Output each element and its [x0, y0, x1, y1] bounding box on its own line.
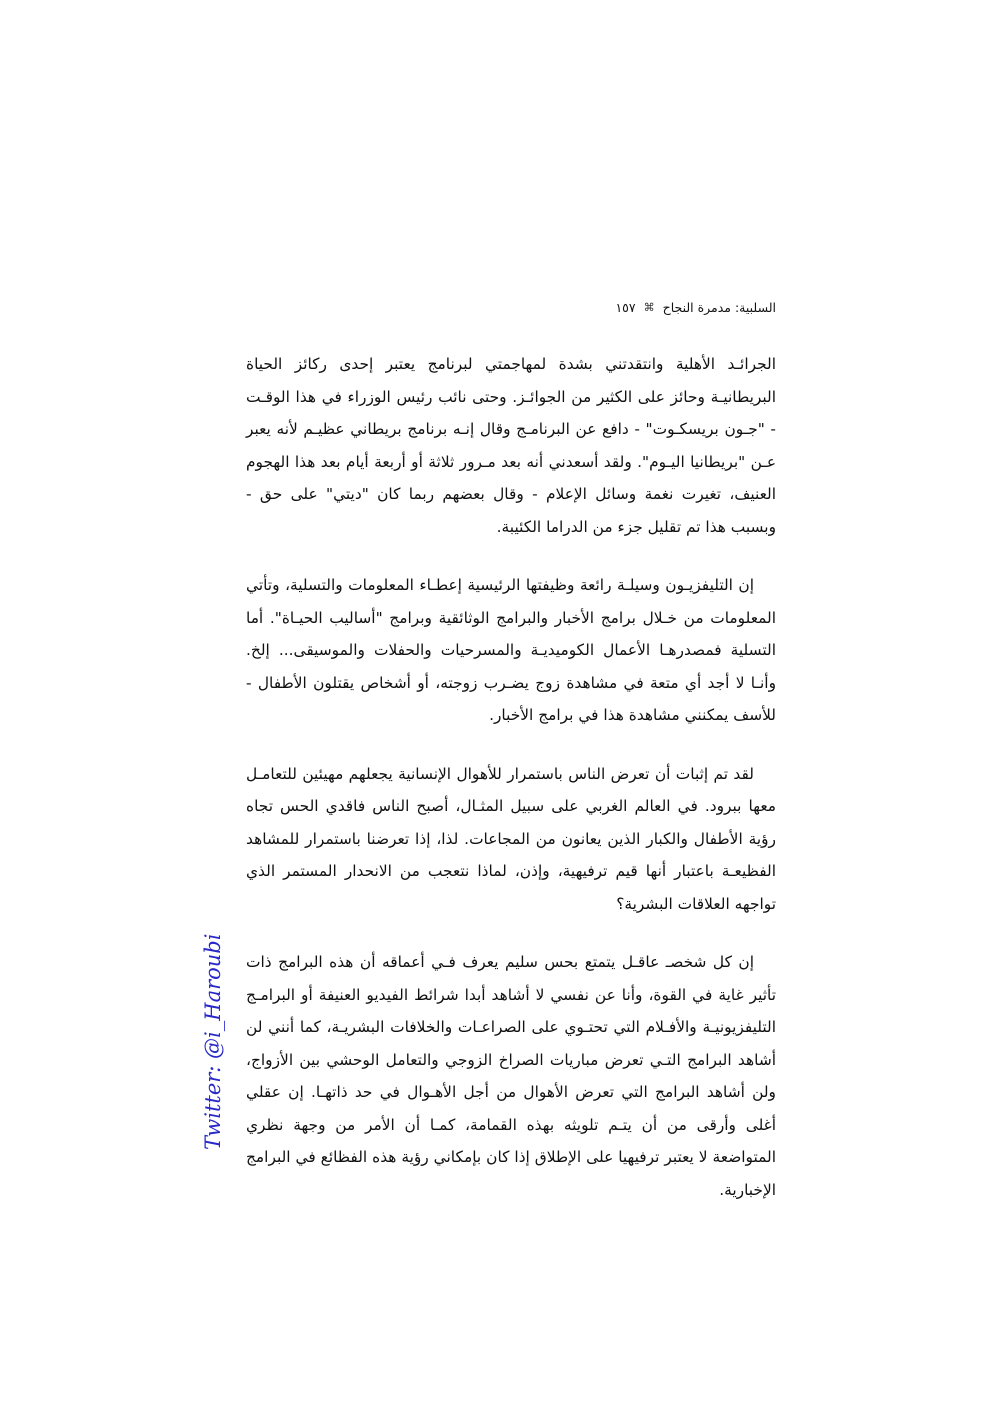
body-text: [246, 348, 776, 1206]
paragraph-1: الجرائـد الأهلية وانتقدتني بشدة لمهاجمتي لبرنامج يعتبر إحدى ركائز الحياة البريطانيـة وحائز على الكثير من الجوائـز. وحتى نائب رئيس الوزراء في هذا الوقـت - "جـون بريسكـوت" - دافع عن البرنامـج وقال إنـه برنامج بريطاني عظيـم لأنه يعبر عـن "بريطانيا اليـوم". ولقد أسعدني أنه بعد مـرور ثلاثة أو أربعة أيام بعد هذا الهجوم العنيف، تغيرت نغمة وسائل الإعلام - وقال بعضهم ربما كان "ديتي" على حق - وبسبب هذا تم تقليل جزء من الدراما الكئيبة.: [246, 355, 776, 536]
paragraph-4: إن كل شخصـ عاقـل يتمتع بحس سليم يعرف فـي أعماقه أن هذه البرامج ذات تأثير غاية في القوة، وأنا عن نفسي لا أشاهد أبدا شرائط الفيديو العنيفة أو البرامـج التليفزيونيـة والأفـلام التي تحتـوي على الصراعـات والخلافات البشريـة، كما أنني لن أشاهد البرامج التـي تعرض مباريات الصراخ الزوجي والتعامل الوحشي بين الأزواج، ولن أشاهد البرامج التي تعرض الأهوال من أجل الأهـوال في حد ذاتهـا. إن عقلي أغلى وأرقى من أن يتـم تلويثه بهذه القمامة، كمـا أن الأمر من وجهة نظري المتواضعة لا يعتبر ترفيهيا على الإطلاق إذا كان بإمكاني رؤية هذه الفظائع في البرامج الإخبارية.: [246, 953, 776, 1199]
page-number: ١٥٧: [615, 299, 636, 315]
paragraph-2: إن التليفزيـون وسيلـة رائعة وظيفتها الرئيسية إعطـاء المعلومات والتسلية، وتأتي المعلومات من خـلال برامج الأخبار والبرامج الوثائقية وبرامج "أساليب الحيـاة". أما التسلية فمصدرهـا الأعمال الكوميديـة والمسرحيات والحفلات والموسيقى... إلخ. وأنـا لا أجد أي متعة في مشاهدة زوج يضـرب زوجته، أو أشخاص يقتلون الأطفال - للأسف يمكنني مشاهدة هذا في برامج الأخبار.: [246, 576, 776, 724]
running-title: السلبية: مدمرة النجاح: [662, 299, 776, 315]
paragraph-3: لقد تم إثبات أن تعرض الناس باستمرار للأهوال الإنسانية يجعلهم مهيئين للتعامـل معها ببرود. في العالم الغربي على سبيل المثـال، أصبح الناس فاقدي الحس تجاه رؤية الأطفال والكبار الذين يعانون من المجاعات. لذا، إذا تعرضنا باستمرار للمشاهد الفظيعـة باعتبار أنها قيم ترفيهية، وإذن، لماذا نتعجب من الانحدار المستمر الذي تواجهه العلاقات البشرية؟: [246, 764, 776, 913]
book-page: [246, 296, 776, 1232]
twitter-watermark: Twitter: @i_Haroubi: [201, 933, 225, 1150]
ornament-icon: ⌘: [643, 300, 655, 314]
running-header: [246, 296, 776, 318]
